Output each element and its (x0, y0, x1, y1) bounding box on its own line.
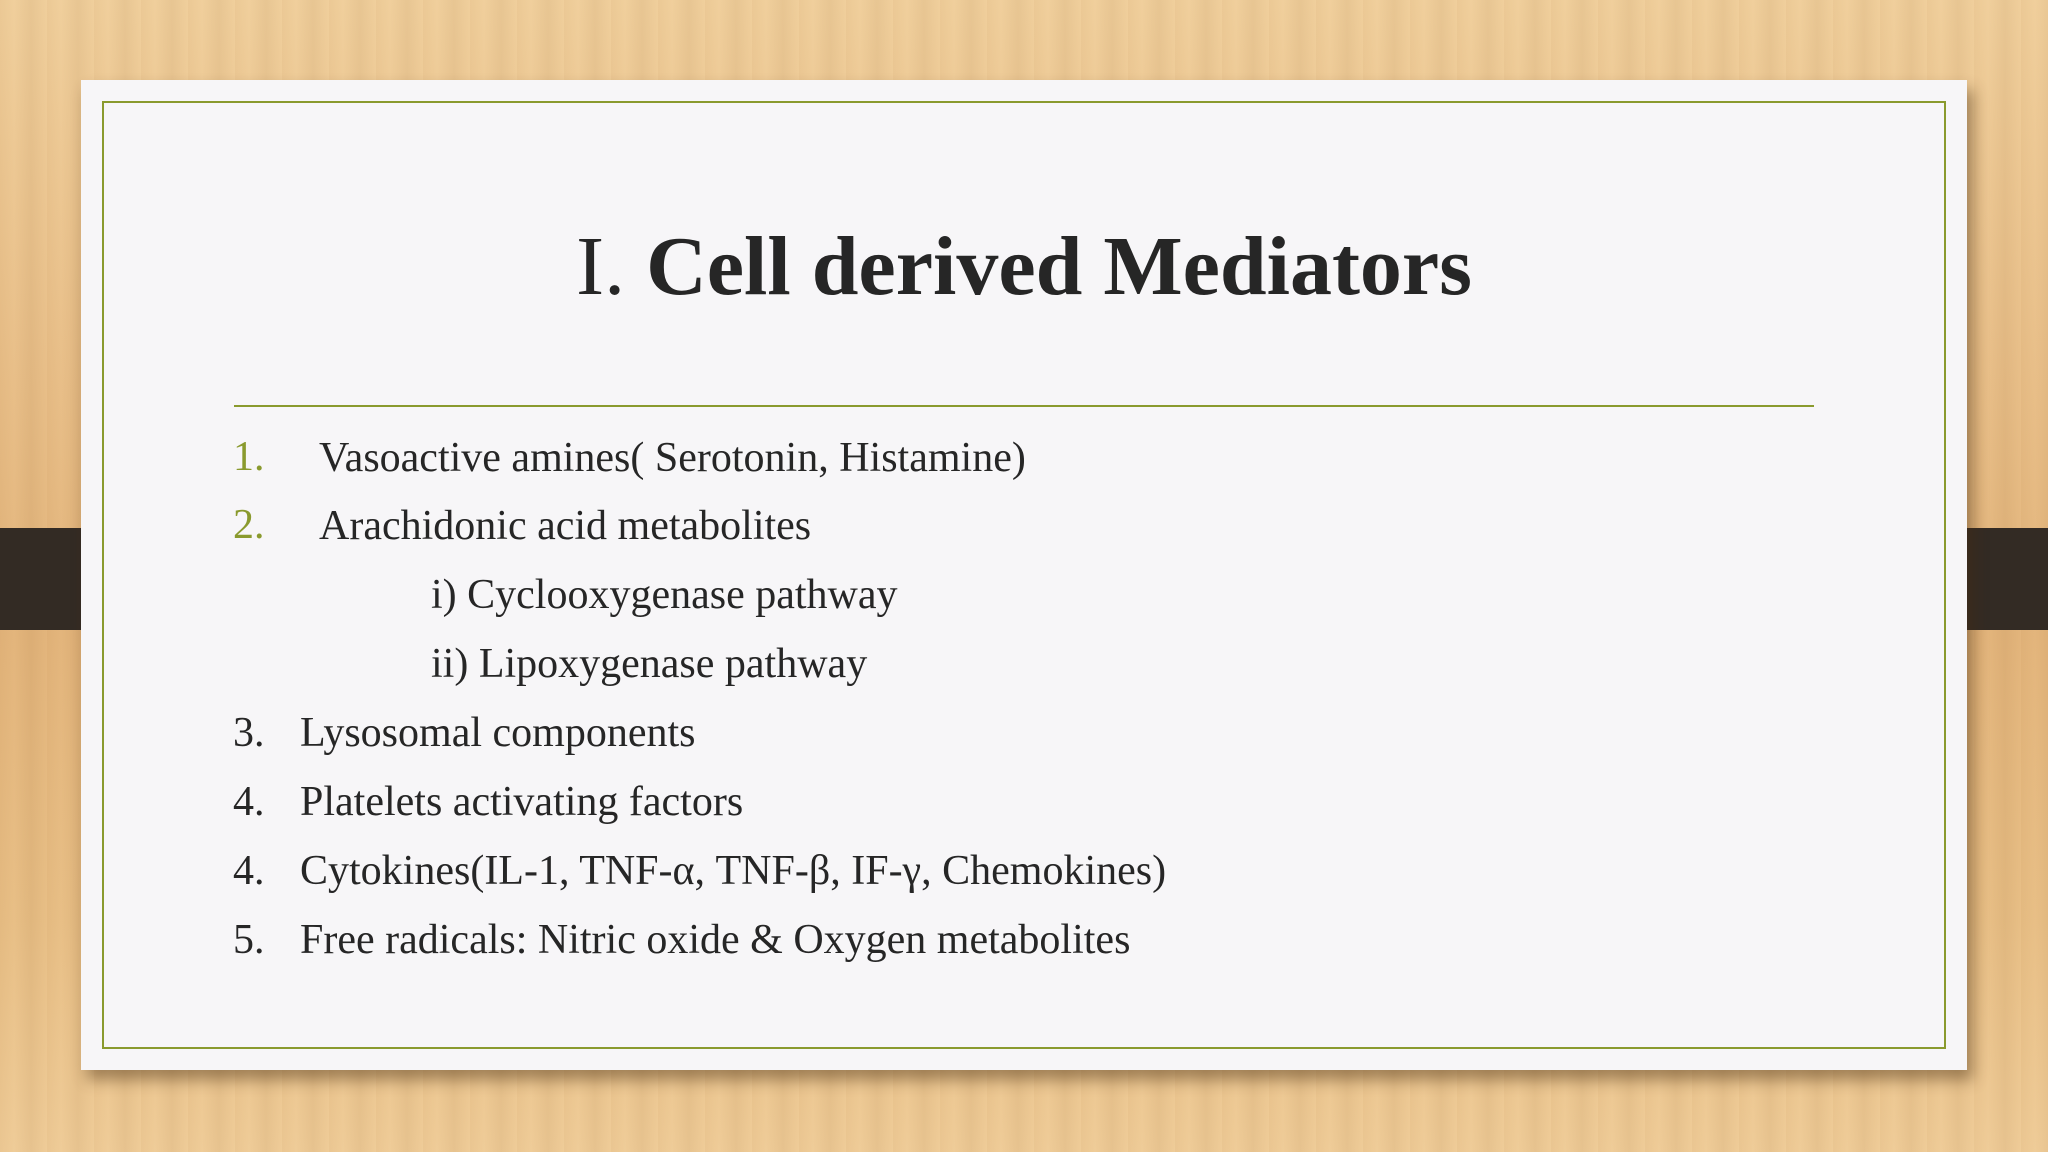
list-item-number: 4. (233, 779, 265, 825)
title-prefix: I. (576, 220, 647, 313)
list-item-number: 4. (233, 848, 265, 894)
list-item: Free radicals: Nitric oxide & Oxygen metabolites (300, 917, 1131, 963)
list-item-number: 3. (233, 710, 265, 756)
title-main: Cell derived Mediators (646, 220, 1472, 313)
slide-title (81, 220, 1967, 313)
list-item-number: 5. (233, 917, 265, 963)
list-item: Lysosomal components (300, 710, 696, 756)
list-item-number: 1. (233, 434, 265, 480)
list-item: Arachidonic acid metabolites (319, 503, 812, 549)
list-sub-item: ii) Lipoxygenase pathway (431, 641, 868, 687)
list-item-number: 2. (233, 502, 265, 548)
list-item: Cytokines(IL-1, TNF-α, TNF-β, IF-γ, Chemokines) (300, 848, 1167, 894)
list-sub-item: i) Cyclooxygenase pathway (431, 572, 898, 618)
title-divider (234, 405, 1814, 407)
list-item: Vasoactive amines( Serotonin, Histamine) (319, 435, 1026, 481)
list-item: Platelets activating factors (300, 779, 744, 825)
slide (81, 80, 1967, 1070)
